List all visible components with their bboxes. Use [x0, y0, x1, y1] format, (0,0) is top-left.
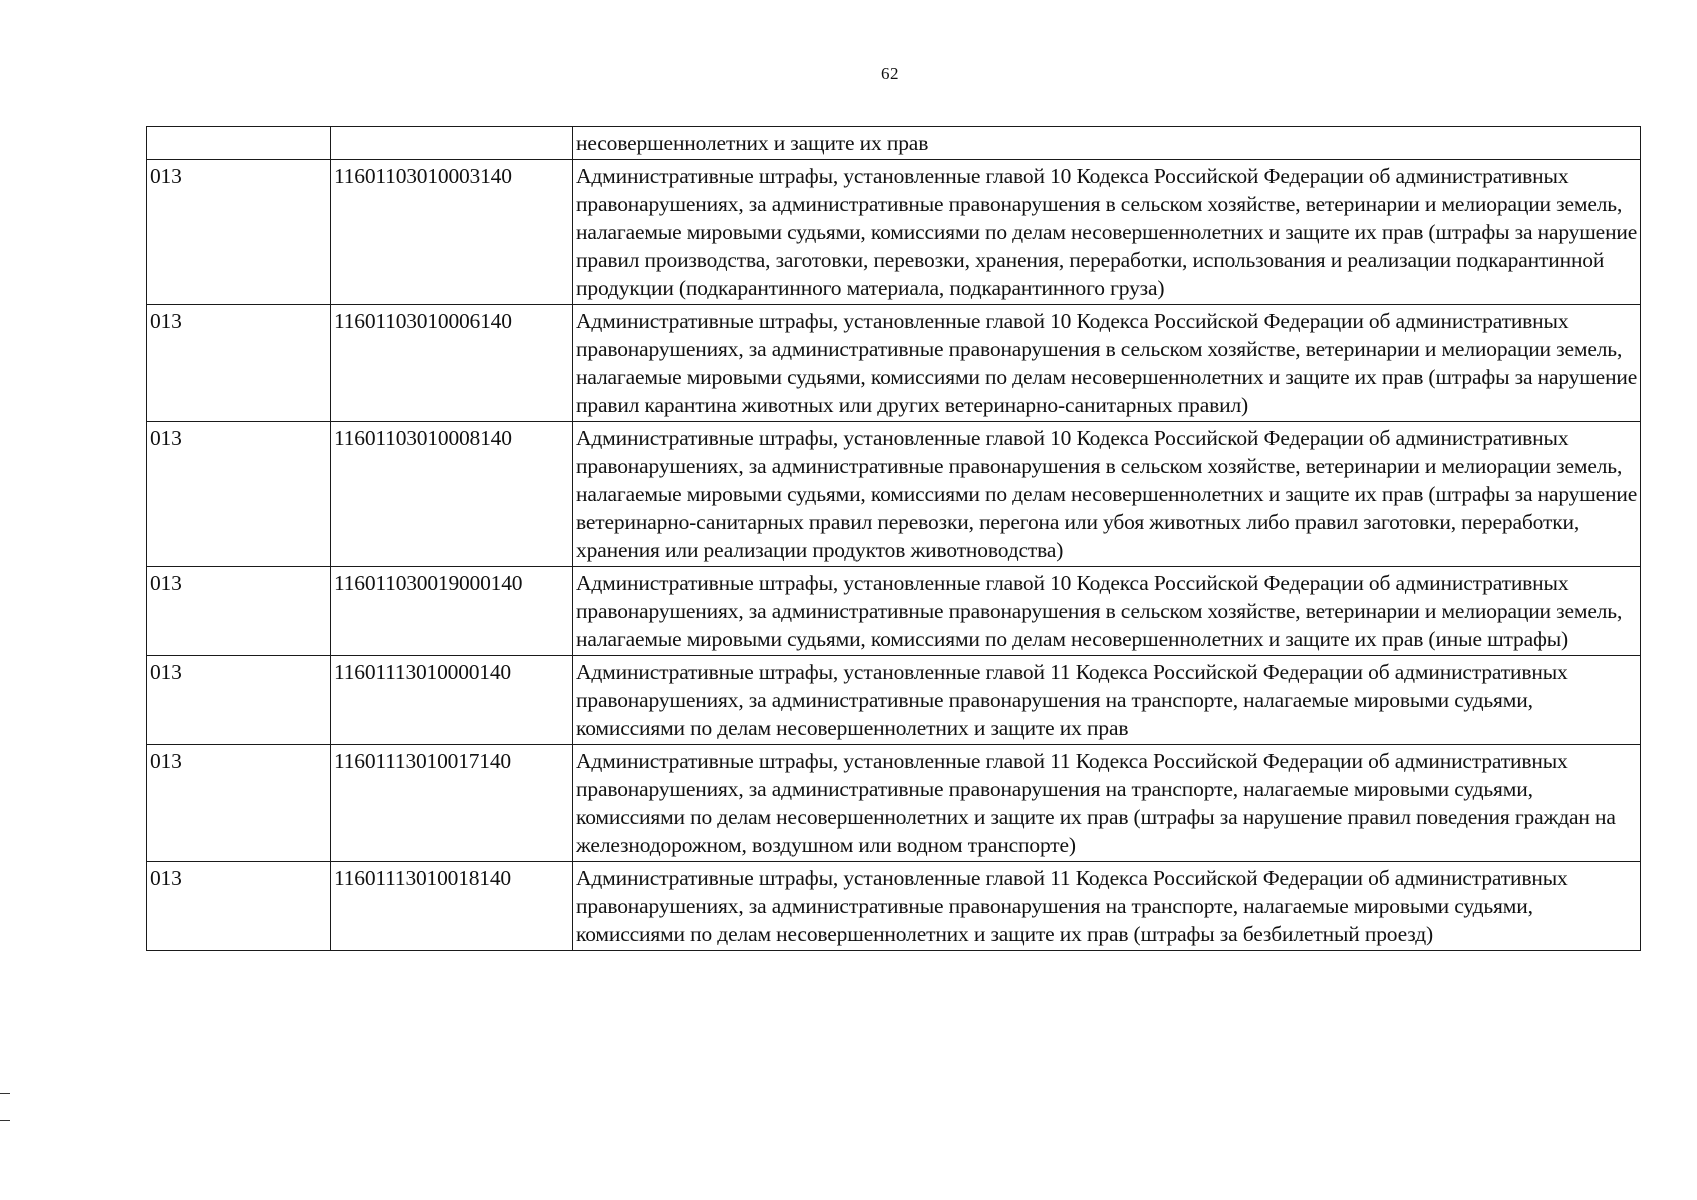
table-row [147, 127, 1641, 160]
table-row [147, 305, 1641, 422]
page-number: 62 [881, 64, 899, 83]
table-row [147, 862, 1641, 951]
table-row [147, 567, 1641, 656]
description-cell: Административные штрафы, установленные главой 11 Кодекса Российской Федерации об административных правонарушениях, за административные правонарушения на транспорте, налагаемые мировыми судьями, комиссиями по делам несовершеннолетних и защите их прав (штрафы за безбилетный проезд) [573, 862, 1641, 951]
budget-code-cell: 11601103010003140 [331, 160, 573, 305]
description-cell: Административные штрафы, установленные главой 11 Кодекса Российской Федерации об административных правонарушениях, за административные правонарушения на транспорте, налагаемые мировыми судьями, комиссиями по делам несовершеннолетних и защите их прав (штрафы за нарушение правил поведения граждан на железнодорожном, воздушном или водном транспорте) [573, 745, 1641, 862]
admin-code-cell: 013 [147, 745, 331, 862]
table-row [147, 745, 1641, 862]
admin-code-cell [147, 127, 331, 160]
scan-artifact-mark [0, 1120, 10, 1121]
budget-code-cell: 11601113010018140 [331, 862, 573, 951]
table-row [147, 422, 1641, 567]
admin-code-cell: 013 [147, 305, 331, 422]
table-row [147, 160, 1641, 305]
budget-code-cell: 11601113010017140 [331, 745, 573, 862]
description-cell: Административные штрафы, установленные главой 10 Кодекса Российской Федерации об административных правонарушениях, за административные правонарушения в сельском хозяйстве, ветеринарии и мелиорации земель, налагаемые мировыми судьями, комиссиями по делам несовершеннолетних и защите их прав (штрафы за нарушение ветеринарно-санитарных правил перевозки, перегона или убоя животных либо правил заготовки, переработки, хранения или реализации продуктов животноводства) [573, 422, 1641, 567]
table-row [147, 656, 1641, 745]
admin-code-cell: 013 [147, 422, 331, 567]
description-cell: несовершеннолетних и защите их прав [573, 127, 1641, 160]
admin-code-cell: 013 [147, 656, 331, 745]
admin-code-cell: 013 [147, 567, 331, 656]
admin-code-cell: 013 [147, 160, 331, 305]
budget-code-cell: 11601113010000140 [331, 656, 573, 745]
budget-code-cell: 11601103010006140 [331, 305, 573, 422]
budget-code-cell [331, 127, 573, 160]
description-cell: Административные штрафы, установленные главой 10 Кодекса Российской Федерации об административных правонарушениях, за административные правонарушения в сельском хозяйстве, ветеринарии и мелиорации земель, налагаемые мировыми судьями, комиссиями по делам несовершеннолетних и защите их прав (штрафы за нарушение правил производства, заготовки, перевозки, хранения, переработки, использования и реализации подкарантинной продукции (подкарантинного материала, подкарантинного груза) [573, 160, 1641, 305]
description-cell: Административные штрафы, установленные главой 10 Кодекса Российской Федерации об административных правонарушениях, за административные правонарушения в сельском хозяйстве, ветеринарии и мелиорации земель, налагаемые мировыми судьями, комиссиями по делам несовершеннолетних и защите их прав (иные штрафы) [573, 567, 1641, 656]
admin-code-cell: 013 [147, 862, 331, 951]
description-cell: Административные штрафы, установленные главой 10 Кодекса Российской Федерации об административных правонарушениях, за административные правонарушения в сельском хозяйстве, ветеринарии и мелиорации земель, налагаемые мировыми судьями, комиссиями по делам несовершеннолетних и защите их прав (штрафы за нарушение правил карантина животных или других ветеринарно-санитарных правил) [573, 305, 1641, 422]
budget-code-cell: 116011030019000140 [331, 567, 573, 656]
budget-code-cell: 11601103010008140 [331, 422, 573, 567]
description-cell: Административные штрафы, установленные главой 11 Кодекса Российской Федерации об административных правонарушениях, за административные правонарушения на транспорте, налагаемые мировыми судьями, комиссиями по делам несовершеннолетних и защите их прав [573, 656, 1641, 745]
scan-artifact-mark [0, 1093, 10, 1094]
budget-codes-table [146, 126, 1641, 951]
